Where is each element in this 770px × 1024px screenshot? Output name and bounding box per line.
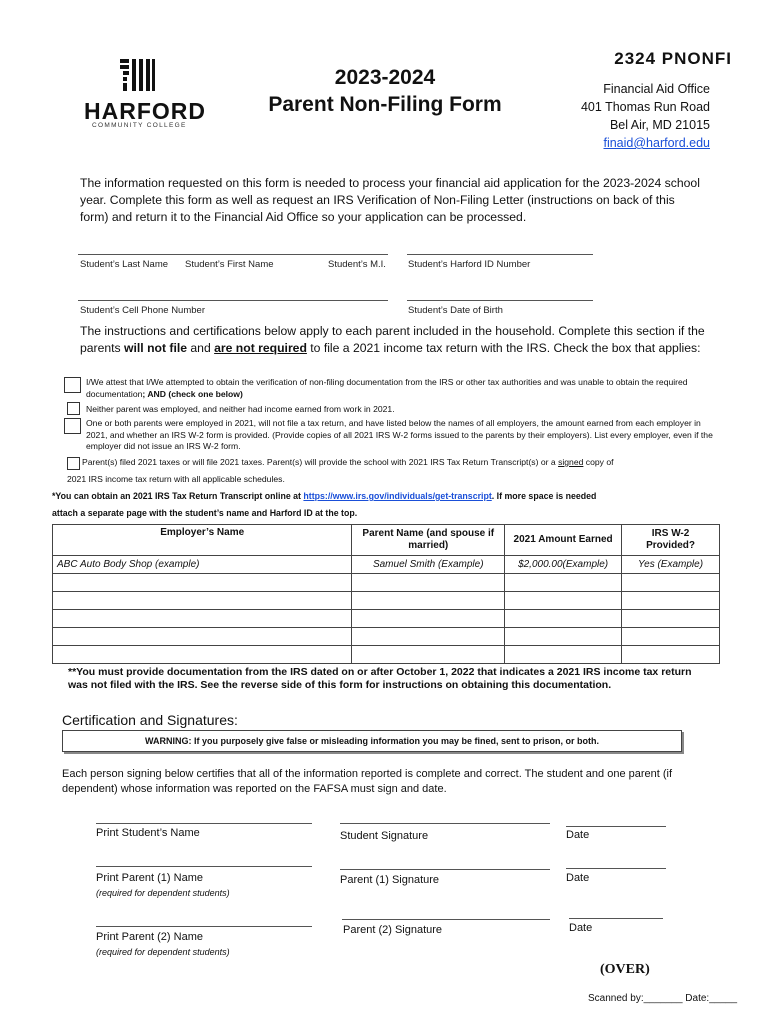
transcript-note [52,488,742,522]
parent1-signature-label: Parent (1) Signature [340,874,440,886]
transcript-note-text-c: attach a separate page with the student’s name and Harford ID at the top. [52,508,358,518]
office-city: Bel Air, MD 21015 [609,118,710,132]
example-w2: Yes (Example) [622,556,720,574]
option-4-text: Parent(s) filed 2021 taxes or will file 2021 taxes. Parent(s) will provide the school with 2021 IRS Tax Return Transcript(s) or a [82,457,559,467]
employer-table-header [53,525,720,556]
col-employer-name: Employer’s Name [53,525,352,556]
print-parent2-label: Print Parent (2) Name [96,931,203,943]
parent2-signature-label: Parent (2) Signature [343,924,443,936]
print-parent1-label: Print Parent (1) Name [96,872,203,884]
option-1-text: I/We attest that I/We attempted to obtain the verification of non-filing documentation from the IRS or other tax authorities and was unable to obtain the required documentation [86,377,688,399]
transcript-note-text: *You can obtain an 2021 IRS Tax Return Transcript online at [52,491,304,501]
form-title-name: Parent Non-Filing Form [268,93,502,116]
dob-label: Student’s Date of Birth [408,305,503,316]
print-student-line[interactable] [96,823,312,824]
form-code: 2324 PNONFI [614,49,732,68]
example-employer: ABC Auto Body Shop (example) [53,556,352,574]
option-no-employment-text: Neither parent was employed, and neither had income earned from work in 2021. [86,404,395,414]
print-student-label: Print Student’s Name [96,827,200,839]
mi-label: Student’s M.I. [328,259,386,270]
instructions-are-not-required: are not required [214,341,307,355]
instructions-text-2: to file a 2021 income tax return with the IRS. Check the box that applies: [306,341,701,355]
office-name: Financial Aid Office [603,82,710,96]
cell-phone-field-line[interactable] [78,300,388,301]
table-row[interactable] [53,574,720,592]
first-name-label: Student’s First Name [185,259,274,270]
parent2-date-line[interactable] [569,918,663,919]
option-4-signed: signed [558,457,584,467]
table-row[interactable] [53,646,720,664]
print-parent1-line[interactable] [96,866,312,867]
option-filed-taxes-text-cont: 2021 IRS income tax return with all applicable schedules. [67,474,285,484]
student-date-label: Date [566,829,590,841]
instructions-paragraph [80,323,705,357]
office-street: 401 Thomas Run Road [580,100,710,114]
option-employed-text: One or both parents were employed in 2021, will not file a tax return, and have listed below the names of all employers, the amount earned from each employer in 2021, and whether an IRS W-2 form is provided. (Provide copies of all 2021 IRS W-2 forms issued to the parents by their employers). List every employer, even if the employer did not issue an IRS W-2 form. [86,418,713,451]
parent2-date-label: Date [569,922,593,934]
warning-box: WARNING: If you purposely give false or misleading information you may be fined, sent to prison, or both. [62,730,682,752]
irs-documentation-note: **You must provide documentation from the IRS dated on or after October 1, 2022 that indicates a 2021 IRS income tax return was not filed with the IRS. See the reverse side of this form for instructions on obtaining this documentation. [68,666,692,691]
table-row [53,556,720,574]
parent1-required-note: (required for dependent students) [96,888,230,898]
over-indicator: (OVER) [600,962,650,977]
option-1-bold: ; AND (check one below) [142,388,243,399]
parent1-signature-line[interactable] [340,869,550,870]
student-id-field-line[interactable] [407,254,593,255]
print-parent2-line[interactable] [96,926,312,927]
intro-paragraph: The information requested on this form is needed to process your financial aid application for the 2023-2024 school year. Complete this form as well as request an IRS Verification of Non-Filing Letter (instructions on back of this form) and return it to the Financial Aid Office so your application can be processed. [80,176,700,224]
scanned-by-field: Scanned by:_______ Date:_____ [588,993,738,1004]
table-row[interactable] [53,610,720,628]
student-signature-line[interactable] [340,823,550,824]
option-no-employment-checkbox[interactable] [67,402,80,415]
employer-table [52,524,720,664]
college-logo-subtitle: COMMUNITY COLLEGE [92,122,187,129]
college-logo-name: HARFORD [84,98,206,124]
college-logo-icon [118,57,156,93]
option-unable-to-obtain-checkbox[interactable] [64,377,81,393]
certification-statement: Each person signing below certifies that all of the information reported is complete and correct. The student and one parent (if dependent) whose information was reported on the FAFSA must sign and date. [62,768,673,795]
parent1-date-line[interactable] [566,868,666,869]
parent2-signature-line[interactable] [342,919,550,920]
instructions-and: and [187,341,215,355]
office-address [581,80,710,152]
form-title-year: 2023-2024 [334,66,436,89]
option-employed-checkbox[interactable] [64,418,81,434]
student-name-field-line[interactable] [78,254,388,255]
irs-transcript-link[interactable]: https://www.irs.gov/individuals/get-transcript [303,491,492,501]
table-row[interactable] [53,628,720,646]
col-parent-name: Parent Name (and spouse if married) [352,525,505,556]
option-filed-taxes-text [82,457,722,469]
harford-id-label: Student’s Harford ID Number [408,259,531,270]
parent1-date-label: Date [566,872,590,884]
transcript-note-text-b: . If more space is needed [491,491,597,501]
parent2-required-note: (required for dependent students) [96,947,230,957]
student-date-line[interactable] [566,826,666,827]
instructions-text-1: The instructions and certifications below apply to each parent included in the household. Complete this section if the parents [80,324,705,355]
option-unable-to-obtain-text [86,377,716,400]
student-signature-label: Student Signature [340,830,429,842]
instructions-will-not-file: will not file [124,341,188,355]
example-amount: $2,000.00(Example) [505,556,622,574]
option-filed-taxes-checkbox[interactable] [67,457,80,470]
cell-phone-label: Student’s Cell Phone Number [80,305,205,316]
certification-heading: Certification and Signatures: [62,712,238,728]
dob-field-line[interactable] [407,300,593,301]
form-title [230,64,540,118]
table-row[interactable] [53,592,720,610]
option-4-text-b: copy of [583,457,614,467]
last-name-label: Student’s Last Name [80,259,169,270]
example-parent: Samuel Smith (Example) [352,556,505,574]
col-w2-provided: IRS W-2 Provided? [622,525,720,556]
col-amount-earned: 2021 Amount Earned [505,525,622,556]
office-email-link[interactable]: finaid@harford.edu [603,136,710,150]
